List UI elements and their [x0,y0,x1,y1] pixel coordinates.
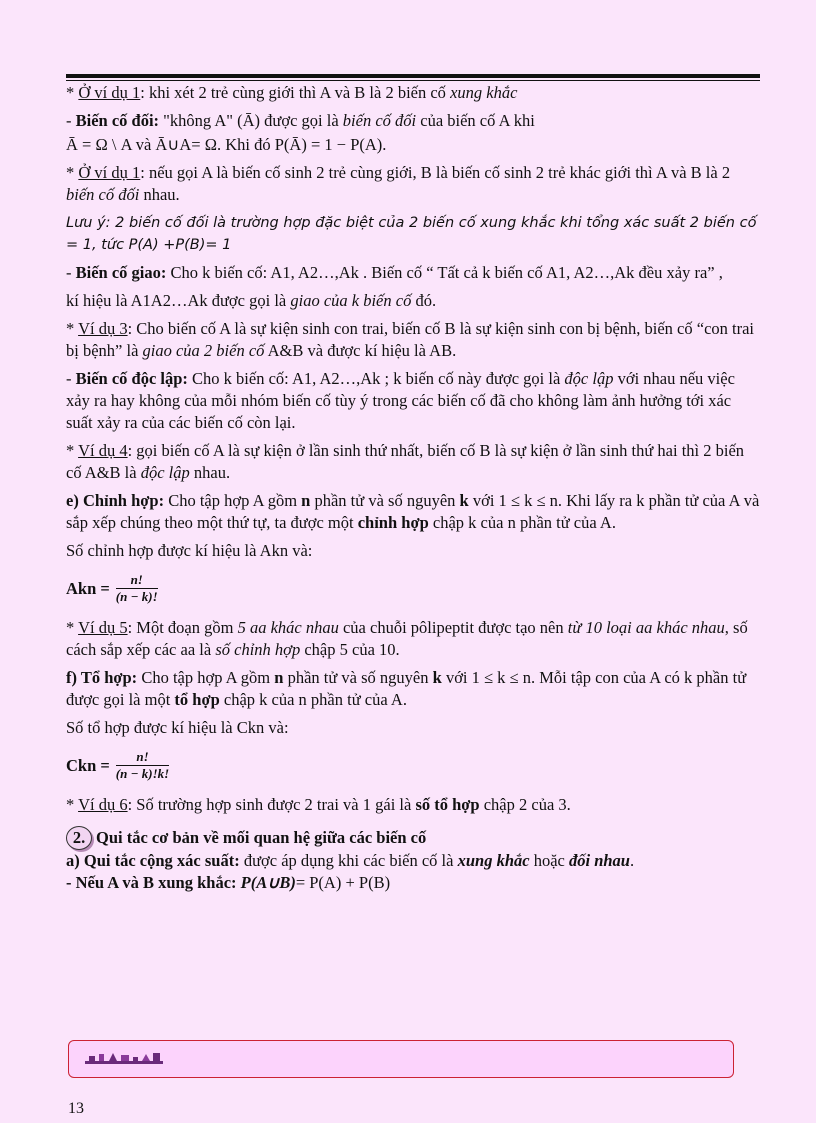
paragraph-example6: * Ví dụ 6: Số trường hợp sinh được 2 trai và 1 gái là số tổ hợp chập 2 của 3. [66,795,571,814]
paragraph-exclusive-formula: - Nếu A và B xung khắc: P(A∪B)= P(A) + P(B) [66,873,391,892]
paragraph-example1-exclusive: * Ở ví dụ 1: khi xét 2 trẻ cùng giới thì A và B là 2 biến cố xung khắc [66,83,518,102]
section-2-heading: 2. Qui tắc cơ bản về mối quan hệ giữa các biến cố [66,826,760,850]
note-box [68,1040,734,1078]
paragraph-complement-def: - Biến cố đối: "không A" (Ā) được gọi là biến cố đối của biến cố A khi [66,111,535,130]
section-number-badge: 2. [66,826,92,850]
paragraph-example5: * Ví dụ 5: Một đoạn gồm 5 aa khác nhau của chuỗi pôlipeptit được tạo nên từ 10 loại aa khác nhau, số cách sắp xếp các aa là số chỉnh hợp chập 5 của 10. [66,618,748,659]
paragraph-example3: * Ví dụ 3: Cho biến cố A là sự kiện sinh con trai, biến cố B là sự kiện sinh con bị bệnh, biến cố “con trai bị bệnh” là giao của 2 biến cố A&B và được kí hiệu là AB. [66,319,755,360]
ornament-icon [85,1051,163,1065]
header-rule [66,74,760,78]
page-number: 13 [68,1100,84,1117]
fraction: $\frac{n!}{(n - k)!k!}$ [115,749,170,781]
paragraph-addition-rule: a) Qui tắc cộng xác suất: được áp dụng khi các biến cố là xung khắc hoặc đối nhau. [66,851,635,870]
paragraph-intersection-def: - Biến cố giao: Cho k biến cố: A1, A2…,Ak . Biến cố “ Tất cả k biến cố A1, A2…,Ak đều xảy ra” , [66,263,723,282]
paragraph-arrangement-notation: Số chỉnh hợp được kí hiệu là Akn và: [66,541,313,560]
paragraph-independent-def: - Biến cố độc lập: Cho k biến cố: A1, A2…,Ak ; k biến cố này được gọi là độc lập với nhau nếu việc xảy ra hay không của mỗi nhóm biến cố tùy ý trong các biến cố đã cho không làm ảnh hưởng tới xác suất xảy ra của các biến cố còn lại. [66,369,735,432]
paragraph-example4: * Ví dụ 4: gọi biến cố A là sự kiện ở lần sinh thứ nhất, biến cố B là sự kiện ở lần sinh thứ hai thì 2 biến cố A&B là độc lập nhau. [66,441,745,482]
paragraph-note: Lưu ý: 2 biến cố đối là trường hợp đặc biệt của 2 biến cố xung khắc khi tổng xác suất 2 biến cố = 1, tức P(A) +P(B)= 1 [66,215,757,253]
header-rule-thin [66,80,760,81]
formula-arrangement: Akn = $\frac{n!}{(n - k)!}$ [66,572,158,604]
paragraph-complement-formula: Ā = Ω \ A và Ā∪A= Ω. Khi đó P(Ā) = 1 − P(A). [66,135,387,154]
paragraph-combination-def: f) Tổ hợp: Cho tập hợp A gồm n phần tử và số nguyên k với 1 ≤ k ≤ n. Mỗi tập con của A có k phần tử được gọi là một tổ hợp chập k của n phần tử của A. [66,668,747,709]
paragraph-intersection-notation: kí hiệu là A1A2…Ak được gọi là giao của k biến cố đó. [66,291,437,310]
fraction: $\frac{n!}{(n - k)!}$ [115,572,158,604]
formula-combination: Ckn = $\frac{n!}{(n - k)!k!}$ [66,749,170,781]
page-content [66,82,760,894]
paragraph-combination-notation: Số tổ hợp được kí hiệu là Ckn và: [66,718,289,737]
paragraph-arrangement-def: e) Chỉnh hợp: Cho tập hợp A gồm n phần tử và số nguyên k với 1 ≤ k ≤ n. Khi lấy ra k phần tử của A và sắp xếp chúng theo một thứ tự, ta được một chỉnh hợp chập k của n phần tử của A. [66,491,760,532]
paragraph-example1-complement: * Ở ví dụ 1: nếu gọi A là biến cố sinh 2 trẻ cùng giới, B là biến cố sinh 2 trẻ khác giới thì A và B là 2 biến cố đối nhau. [66,163,731,204]
